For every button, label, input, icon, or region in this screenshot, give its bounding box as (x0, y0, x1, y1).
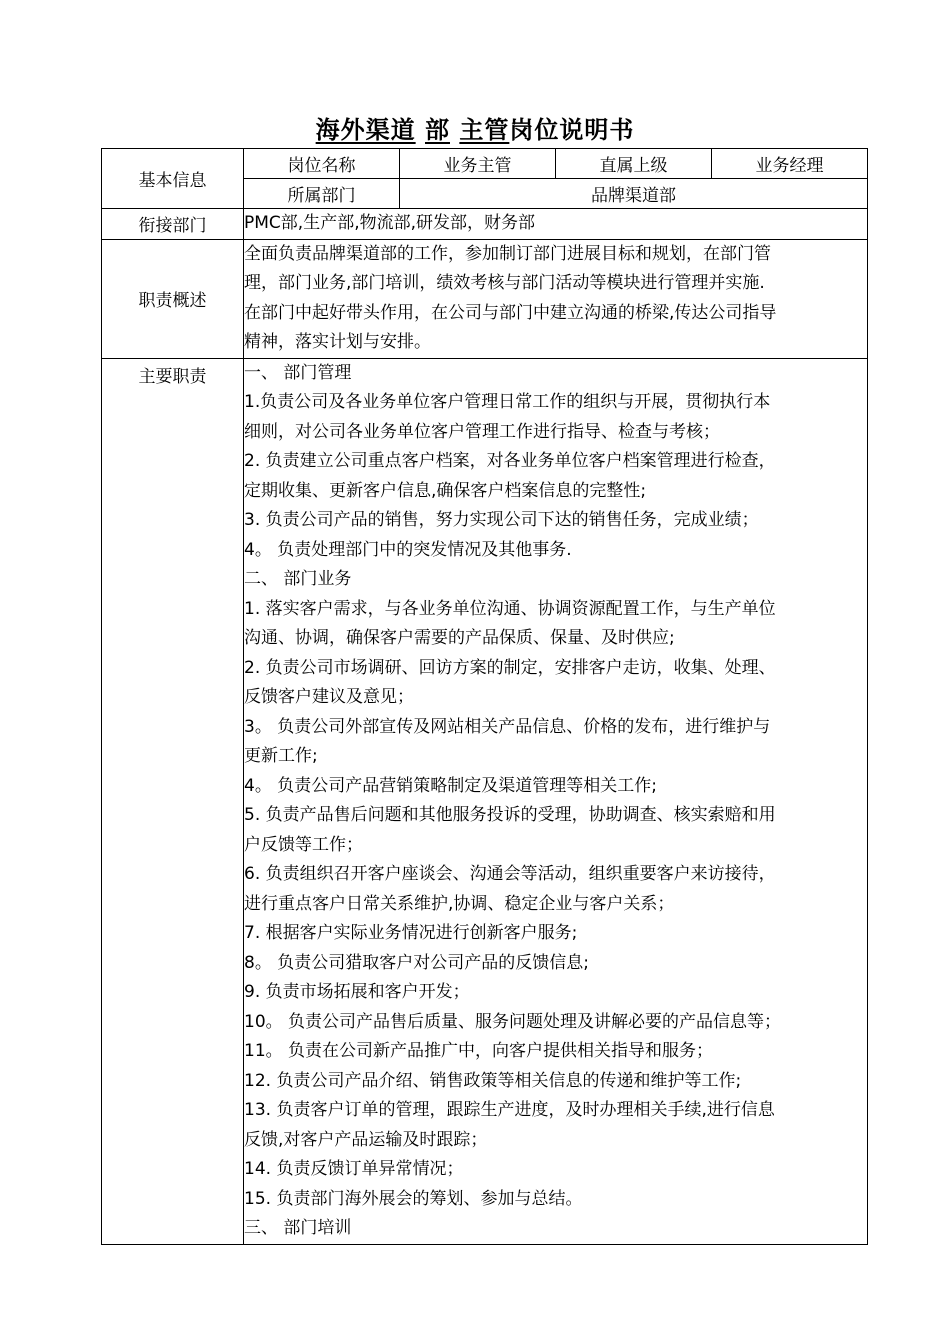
superior-label: 直属上级 (556, 149, 712, 179)
duty-line: 2. 负责公司市场调研、回访方案的制定，安排客户走访，收集、处理、 (244, 657, 776, 678)
summary-line: 在部门中起好带头作用，在公司与部门中建立沟通的桥梁,传达公司指导 (244, 302, 777, 323)
position-name-value: 业务主管 (400, 149, 556, 179)
duty-line: 3。 负责公司外部宣传及网站相关产品信息、价格的发布，进行维护与 (244, 716, 771, 737)
duty-line: 9. 负责市场拓展和客户开发； (244, 982, 470, 1002)
duty-line: 户反馈等工作； (244, 834, 363, 855)
duty-line: 8。 负责公司猎取客户对公司产品的反馈信息; (244, 952, 589, 973)
duty-line: 反馈客户建议及意见； (244, 687, 414, 707)
duty-line: 更新工作; (244, 746, 318, 766)
duty-line: 11。 负责在公司新产品推广中，向客户提供相关指导和服务； (244, 1041, 714, 1061)
page-title (0, 110, 950, 145)
duty-line: 3. 负责公司产品的销售，努力实现公司下达的销售任务，完成业绩； (244, 510, 759, 530)
summary-line: 理，部门业务,部门培训，绩效考核与部门活动等模块进行管理并实施. (244, 273, 765, 293)
summary-label: 职责概述 (102, 239, 244, 358)
summary-text (244, 239, 868, 358)
superior-value: 业务经理 (712, 149, 868, 179)
title-channel: 海外渠道 (315, 116, 416, 144)
duty-line: 进行重点客户日常关系维护,协调、稳定企业与客户关系； (244, 893, 675, 914)
main-duties-label: 主要职责 (102, 358, 244, 1244)
duty-line: 6. 负责组织召开客户座谈会、沟通会等活动，组织重要客户来访接待， (244, 864, 776, 884)
linked-departments-row (102, 209, 868, 240)
duty-line: 4。 负责公司产品营销策略制定及渠道管理等相关工作; (244, 775, 657, 796)
basic-info-row-1 (102, 149, 868, 179)
duty-line: 15. 负责部门海外展会的筹划、参加与总结。 (244, 1188, 583, 1209)
duty-line: 2. 负责建立公司重点客户档案，对各业务单位客户档案管理进行检查， (244, 451, 776, 471)
duty-line: 沟通、协调，确保客户需要的产品保质、保量、及时供应; (244, 628, 675, 648)
department-value: 品牌渠道部 (400, 179, 868, 209)
duty-line: 13. 负责客户订单的管理，跟踪生产进度，及时办理相关手续,进行信息 (244, 1100, 775, 1120)
summary-row (102, 239, 868, 358)
linked-departments-value: PMC部,生产部,物流部,研发部，财务部 (244, 209, 868, 240)
duty-line: 4。 负责处理部门中的突发情况及其他事务. (244, 539, 572, 560)
job-description-table (101, 148, 868, 1245)
duty-line: 定期收集、更新客户信息,确保客户档案信息的完整性; (244, 480, 647, 501)
title-role: 主管 (459, 116, 510, 144)
title-dept: 部 (425, 116, 450, 144)
position-name-label: 岗位名称 (244, 149, 400, 179)
duty-line: 5. 负责产品售后问题和其他服务投诉的受理，协助调查、核实索赔和用 (244, 805, 776, 825)
duty-section-heading: 二、 部门业务 (244, 569, 352, 589)
duty-section-heading: 三、 部门培训 (244, 1218, 352, 1238)
duty-line: 12. 负责公司产品介绍、销售政策等相关信息的传递和维护等工作; (244, 1070, 742, 1091)
duty-line: 细则，对公司各业务单位客户管理工作进行指导、检查与考核； (244, 421, 720, 442)
duty-section-heading: 一、 部门管理 (244, 362, 352, 383)
duty-line: 1. 落实客户需求，与各业务单位沟通、协调资源配置工作，与生产单位 (244, 598, 776, 619)
duty-line: 1.负责公司及各业务单位客户管理日常工作的组织与开展，贯彻执行本 (244, 392, 771, 412)
department-label: 所属部门 (244, 179, 400, 209)
duty-line: 14. 负责反馈订单异常情况； (244, 1159, 464, 1179)
linked-departments-label: 衔接部门 (102, 209, 244, 240)
basic-info-label: 基本信息 (102, 149, 244, 209)
summary-line: 全面负责品牌渠道部的工作，参加制订部门进展目标和规划，在部门管 (244, 243, 771, 264)
main-duties-text (244, 358, 868, 1244)
duty-line: 7. 根据客户实际业务情况进行创新客户服务; (244, 923, 578, 943)
summary-line: 精神，落实计划与安排。 (244, 332, 431, 352)
main-duties-row (102, 358, 868, 1244)
duty-line: 10。 负责公司产品售后质量、服务问题处理及讲解必要的产品信息等； (244, 1011, 782, 1032)
title-doc: 岗位说明书 (509, 116, 635, 144)
duty-line: 反馈,对客户产品运输及时跟踪； (244, 1129, 488, 1150)
